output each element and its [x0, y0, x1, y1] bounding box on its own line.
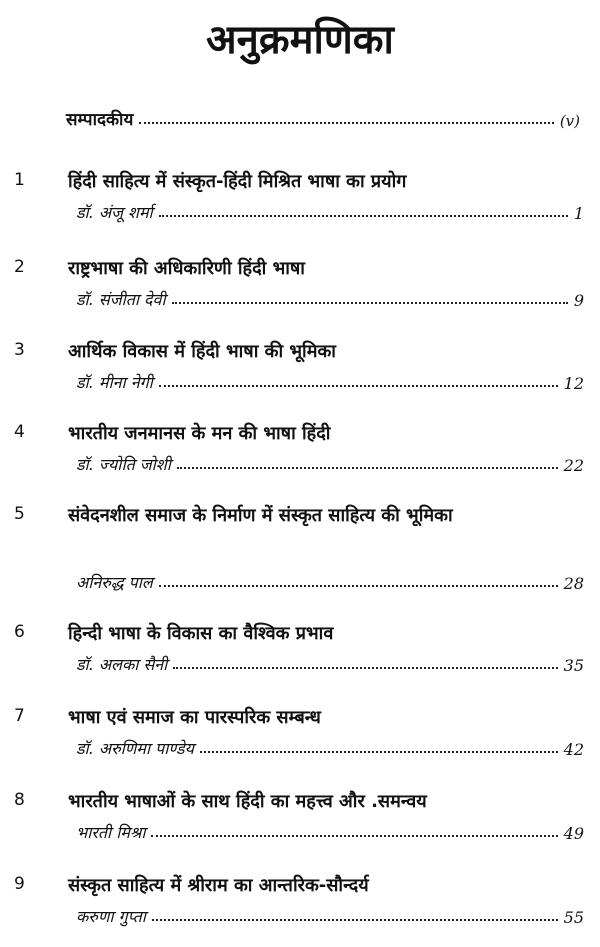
entry-author-row	[76, 649, 584, 675]
entry-number: 5	[14, 504, 25, 524]
page-title: अनुक्रमणिका	[206, 17, 394, 63]
entry-number: 3	[14, 340, 25, 360]
entry-number: 4	[14, 422, 25, 442]
entry-author-row	[76, 197, 584, 223]
editorial-label: सम्पादकीय	[66, 110, 134, 130]
dot-leader	[177, 467, 558, 469]
entry-author-row	[76, 284, 584, 310]
dot-leader	[152, 919, 558, 921]
entry-title: राष्ट्रभाषा की अधिकारिणी हिंदी भाषा	[68, 258, 305, 279]
editorial-page: (v)	[559, 112, 580, 130]
dot-leader	[151, 835, 557, 837]
entry-title: संस्कृत साहित्य में श्रीराम का आन्तरिक-सौन्दर्य	[68, 875, 369, 896]
entry-title: संवेदनशील समाज के निर्माण में संस्कृत साहित्य की भूमिका	[68, 505, 453, 526]
entry-author-row	[76, 567, 584, 593]
entry-title: हिंदी साहित्य में संस्कृत-हिंदी मिश्रित भाषा का प्रयोग	[68, 171, 407, 192]
entry-author: डॉ. अरुणिमा पाण्डेय	[76, 739, 194, 758]
entry-author: करुणा गुप्ता	[76, 907, 146, 926]
entry-title: भाषा एवं समाज का पारस्परिक सम्बन्ध	[68, 707, 321, 728]
entry-number: 7	[14, 706, 25, 726]
entry-number: 2	[14, 257, 25, 277]
entry-title: आर्थिक विकास में हिंदी भाषा की भूमिका	[68, 341, 336, 362]
entry-author-row	[76, 367, 584, 393]
entry-page: 9	[573, 291, 584, 310]
entry-author-row	[76, 817, 584, 843]
entry-title: हिन्दी भाषा के विकास का वैश्विक प्रभाव	[68, 623, 334, 644]
entry-author: डॉ. अलका सैनी	[76, 655, 168, 674]
dot-leader	[159, 585, 558, 587]
entry-number: 1	[14, 170, 25, 190]
entry-author: डॉ. मीना नेगी	[76, 373, 153, 392]
dot-leader	[173, 667, 557, 669]
dot-leader	[159, 215, 568, 217]
entry-title: भारतीय जनमानस के मन की भाषा हिंदी	[68, 423, 331, 444]
entry-page: 35	[563, 656, 584, 675]
entry-page: 1	[573, 204, 584, 223]
dot-leader	[159, 385, 558, 387]
entry-author: अनिरुद्ध पाल	[76, 573, 153, 592]
entry-author: भारती मिश्रा	[76, 823, 146, 842]
entry-author-row	[76, 449, 584, 475]
editorial-row[interactable]	[66, 96, 580, 130]
entry-author: डॉ. ज्योति जोशी	[76, 455, 171, 474]
dot-leader	[139, 122, 553, 124]
entry-page: 22	[563, 456, 584, 475]
entry-number: 6	[14, 622, 25, 642]
entry-page: 28	[563, 574, 584, 593]
entry-author-row	[76, 901, 584, 927]
entry-author: डॉ. अंजू शर्मा	[76, 203, 153, 222]
entry-number: 9	[14, 874, 25, 894]
entry-author: डॉ. संजीता देवी	[76, 290, 166, 309]
dot-leader	[200, 751, 558, 753]
entry-number: 8	[14, 790, 25, 810]
entry-page: 49	[563, 824, 584, 843]
entry-page: 12	[563, 374, 584, 393]
entry-page: 55	[563, 908, 584, 927]
entry-title: भारतीय भाषाओं के साथ हिंदी का महत्त्व और .समन्वय	[68, 791, 427, 812]
dot-leader	[172, 302, 568, 304]
entry-author-row	[76, 733, 584, 759]
entry-page: 42	[563, 740, 584, 759]
